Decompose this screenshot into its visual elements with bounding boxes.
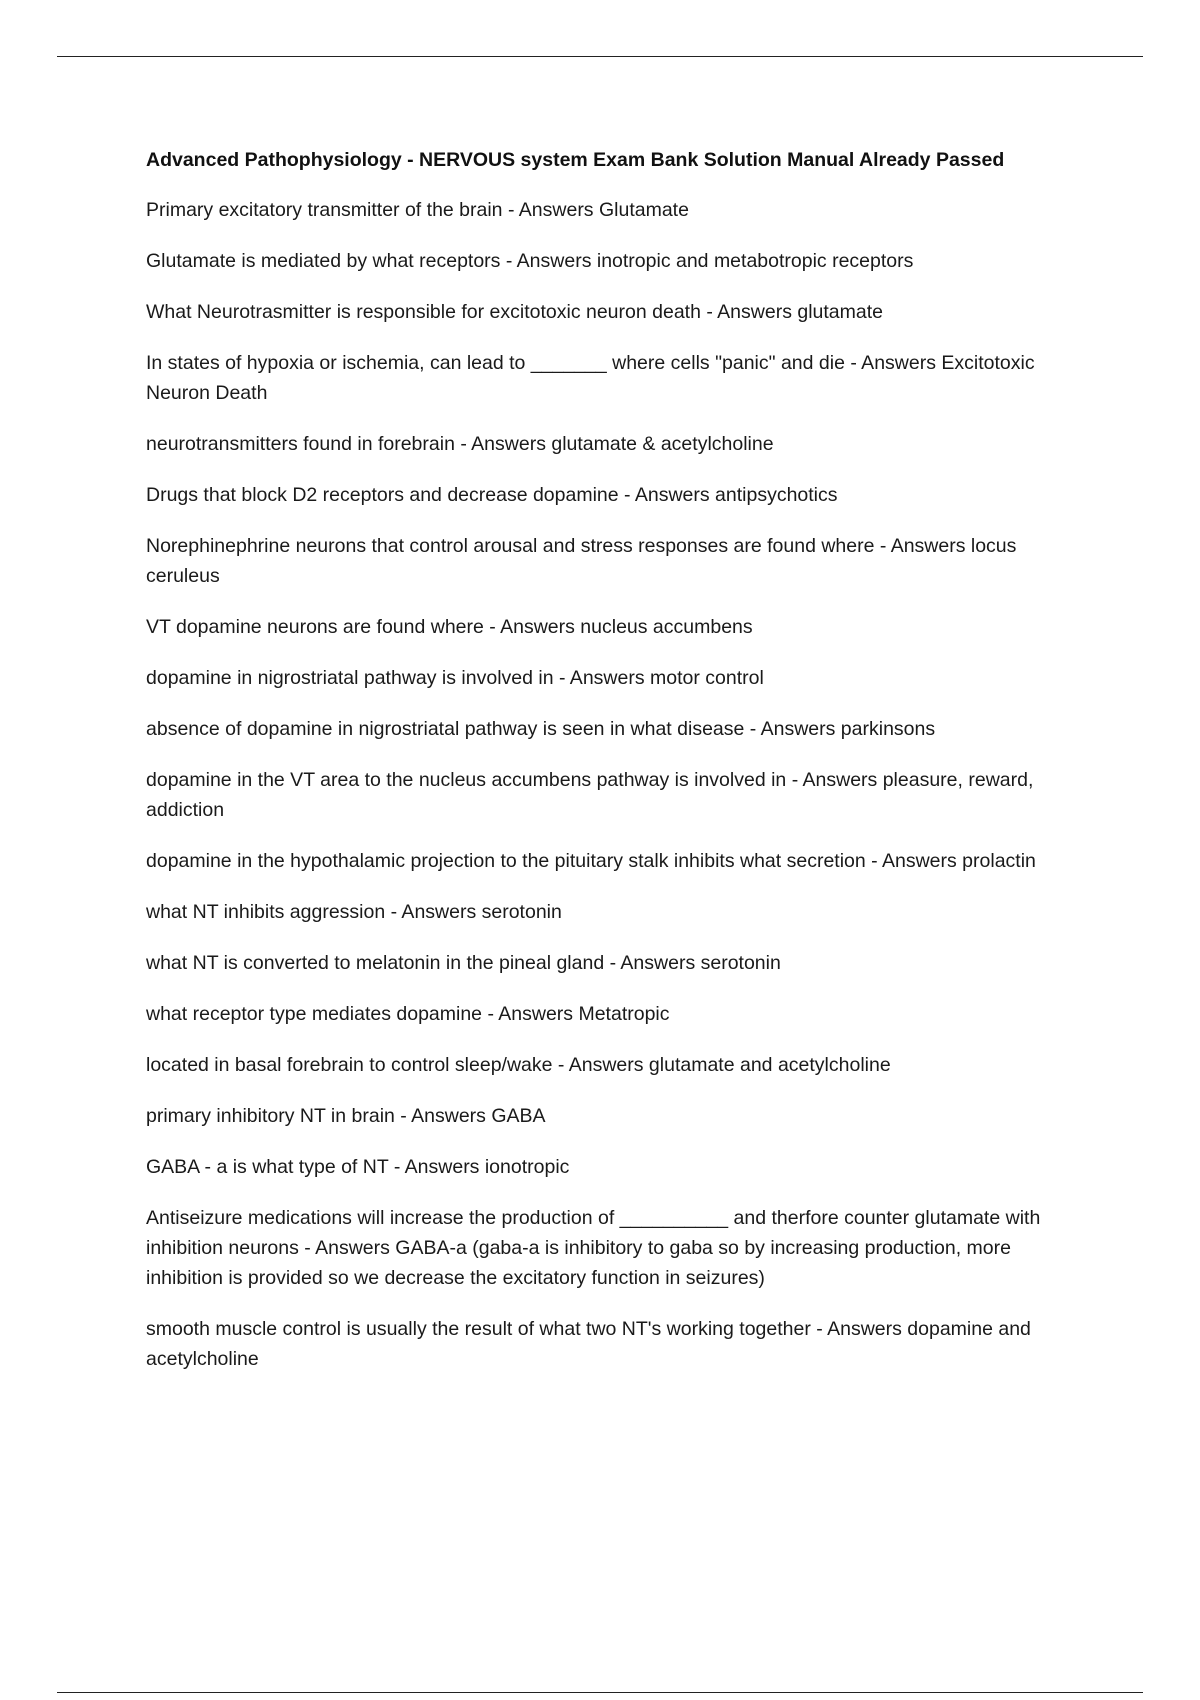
qa-item: absence of dopamine in nigrostriatal pathway is seen in what disease - Answers parkinsons — [146, 718, 936, 740]
qa-item: What Neurotrasmitter is responsible for excitotoxic neuron death - Answers glutamate — [146, 301, 884, 323]
qa-item: VT dopamine neurons are found where - Answers nucleus accumbens — [146, 616, 753, 638]
qa-item: Glutamate is mediated by what receptors - Answers inotropic and metabotropic receptors — [146, 250, 914, 272]
bottom-divider — [57, 1692, 1143, 1693]
qa-item: Antiseizure medications will increase the production of __________ and therfore counter glutamate with inhibition neurons - Answers GABA-a (gaba-a is inhibitory to gaba so by increasing production, more inhibition is provided so we decrease the excitatory function in seizures) — [146, 1207, 1041, 1289]
qa-item: what NT is converted to melatonin in the pineal gland - Answers serotonin — [146, 952, 781, 974]
top-divider — [57, 56, 1143, 57]
qa-item: primary inhibitory NT in brain - Answers GABA — [146, 1105, 546, 1127]
qa-item: dopamine in the hypothalamic projection to the pituitary stalk inhibits what secretion - Answers prolactin — [146, 850, 1036, 872]
document-body — [146, 145, 1086, 1395]
qa-item: Norephinephrine neurons that control arousal and stress responses are found where - Answers locus ceruleus — [146, 535, 1017, 587]
qa-item: dopamine in nigrostriatal pathway is involved in - Answers motor control — [146, 667, 764, 689]
document-title: Advanced Pathophysiology - NERVOUS system Exam Bank Solution Manual Already Passed — [146, 149, 1005, 171]
qa-item: neurotransmitters found in forebrain - Answers glutamate & acetylcholine — [146, 433, 774, 455]
qa-item: GABA - a is what type of NT - Answers ionotropic — [146, 1156, 570, 1178]
qa-item: what NT inhibits aggression - Answers serotonin — [146, 901, 562, 923]
qa-item: Primary excitatory transmitter of the brain - Answers Glutamate — [146, 199, 689, 221]
qa-list — [146, 195, 1086, 1374]
qa-item: smooth muscle control is usually the result of what two NT's working together - Answers dopamine and acetylcholine — [146, 1318, 1031, 1370]
qa-item: located in basal forebrain to control sleep/wake - Answers glutamate and acetylcholine — [146, 1054, 891, 1076]
qa-item: In states of hypoxia or ischemia, can lead to _______ where cells "panic" and die - Answers Excitotoxic Neuron Death — [146, 352, 1035, 404]
qa-item: dopamine in the VT area to the nucleus accumbens pathway is involved in - Answers pleasure, reward, addiction — [146, 769, 1034, 821]
qa-item: what receptor type mediates dopamine - Answers Metatropic — [146, 1003, 670, 1025]
qa-item: Drugs that block D2 receptors and decrease dopamine - Answers antipsychotics — [146, 484, 838, 506]
